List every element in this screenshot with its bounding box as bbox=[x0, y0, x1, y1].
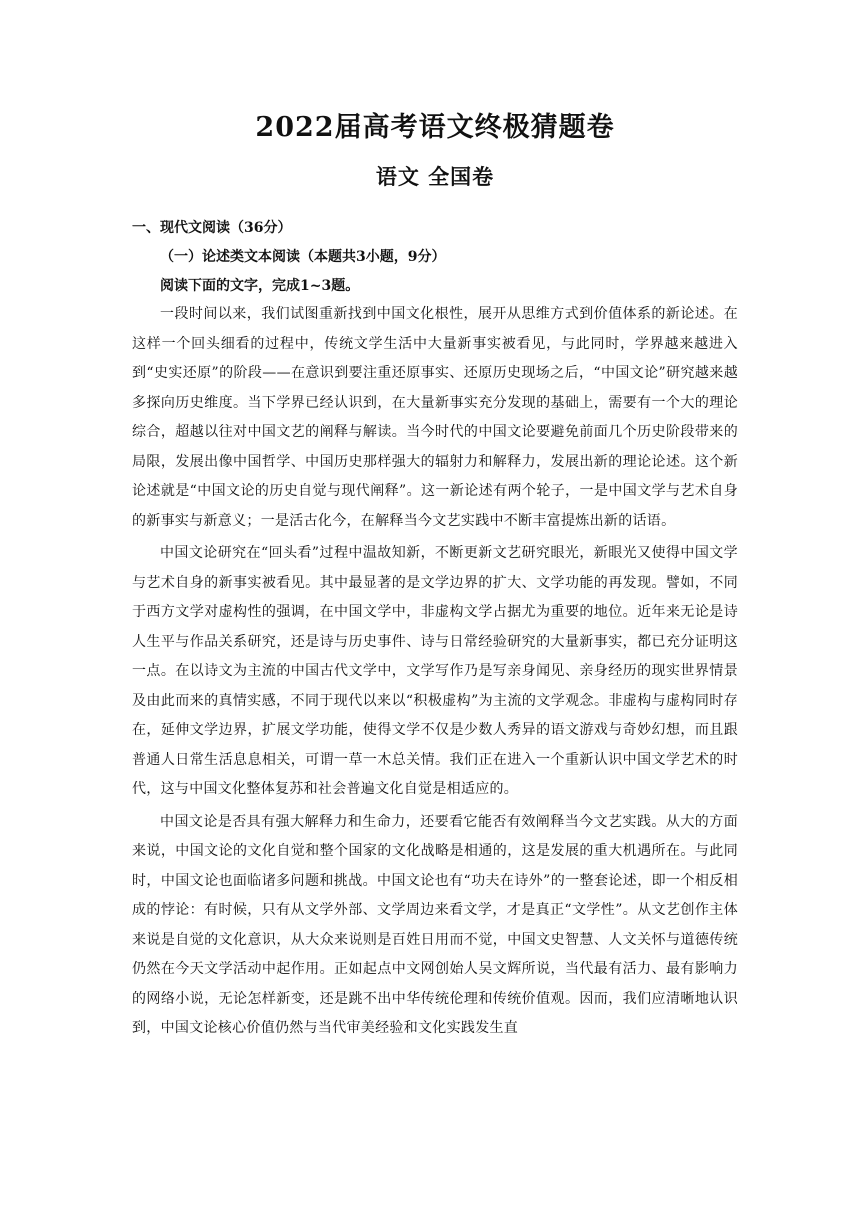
reading-instruction: 阅读下面的文字，完成1~3题。 bbox=[160, 278, 360, 294]
passage-paragraph-3: 中国文论是否具有强大解释力和生命力，还要看它能否有效阐释当今文艺实践。从大的方面来说，中国文论的文化自觉和整个国家的文化战略是相通的，这是发展的重大机遇所在。与此同时，中国文论也面临诸多问题和挑战。中国文论也有“功夫在诗外”的一整套论述，即一个相反相成的悖论：有时候，只有从文学外部、文学周边来看文学，才是真正“文学性”。从文艺创作主体来说是自觉的文化意识，从大众来说则是百姓日用而不觉，中国文史智慧、人文关怀与道德传统仍然在今天文学活动中起作用。正如起点中文网创始人吴文辉所说，当代最有活力、最有影响力的网络小说，无论怎样新变，还是跳不出中华传统伦理和传统价值观。因而，我们应清晰地认识到，中国文论核心价值仍然与当代审美经验和文化实践发生直 bbox=[132, 813, 738, 1036]
subsection-heading-argumentative-reading: （一）论述类文本阅读（本题共3小题，9分） bbox=[160, 249, 446, 265]
exam-subtitle: 语文 全国卷 bbox=[375, 164, 495, 189]
exam-title: 2022届高考语文终极猜题卷 bbox=[255, 112, 615, 143]
section-heading-modern-reading: 一、现代文阅读（36分） bbox=[132, 220, 292, 236]
passage-paragraph-2: 中国文论研究在“回头看”过程中温故知新，不断更新文艺研究眼光，新眼光又使得中国文学与艺术自身的新事实被看见。其中最显著的是文学边界的扩大、文学功能的再发现。譬如，不同于西方文学对虚构性的强调，在中国文学中，非虚构文学占据尤为重要的地位。近年来无论是诗人生平与作品关系研究，还是诗与历史事件、诗与日常经验研究的大量新事实，都已充分证明这一点。在以诗文为主流的中国古代文学中，文学写作乃是写亲身闻见、亲身经历的现实世界情景及由此而来的真情实感，不同于现代以来以“积极虚构”为主流的文学观念。非虚构与虚构同时存在，延伸文学边界，扩展文学功能，使得文学不仅是少数人秀异的语文游戏与奇妙幻想，而且跟普通人日常生活息息相关，可谓一草一木总关情。我们正在进入一个重新认识中国文学艺术的时代，这与中国文化整体复苏和社会普遍文化自觉是相适应的。 bbox=[132, 545, 738, 797]
passage-paragraph-1: 一段时间以来，我们试图重新找到中国文化根性，展开从思维方式到价值体系的新论述。在这样一个回头细看的过程中，传统文学生活中大量新事实被看见，与此同时，学界越来越进入到“史实还原”的阶段——在意识到要注重还原事实、还原历史现场之后，“中国文论”研究越来越多探向历史维度。当下学界已经认识到，在大量新事实充分发现的基础上，需要有一个大的理论综合，超越以往对中国文艺的阐释与解读。当今时代的中国文论要避免前面几个历史阶段带来的局限，发展出像中国哲学、中国历史那样强大的辐射力和解释力，发展出新的理论论述。这个新论述就是“中国文论的历史自觉与现代阐释”。这一新论述有两个轮子，一是中国文学与艺术自身的新事实与新意义；一是活古化今，在解释当今文艺实践中不断丰富提炼出新的话语。 bbox=[132, 306, 738, 529]
